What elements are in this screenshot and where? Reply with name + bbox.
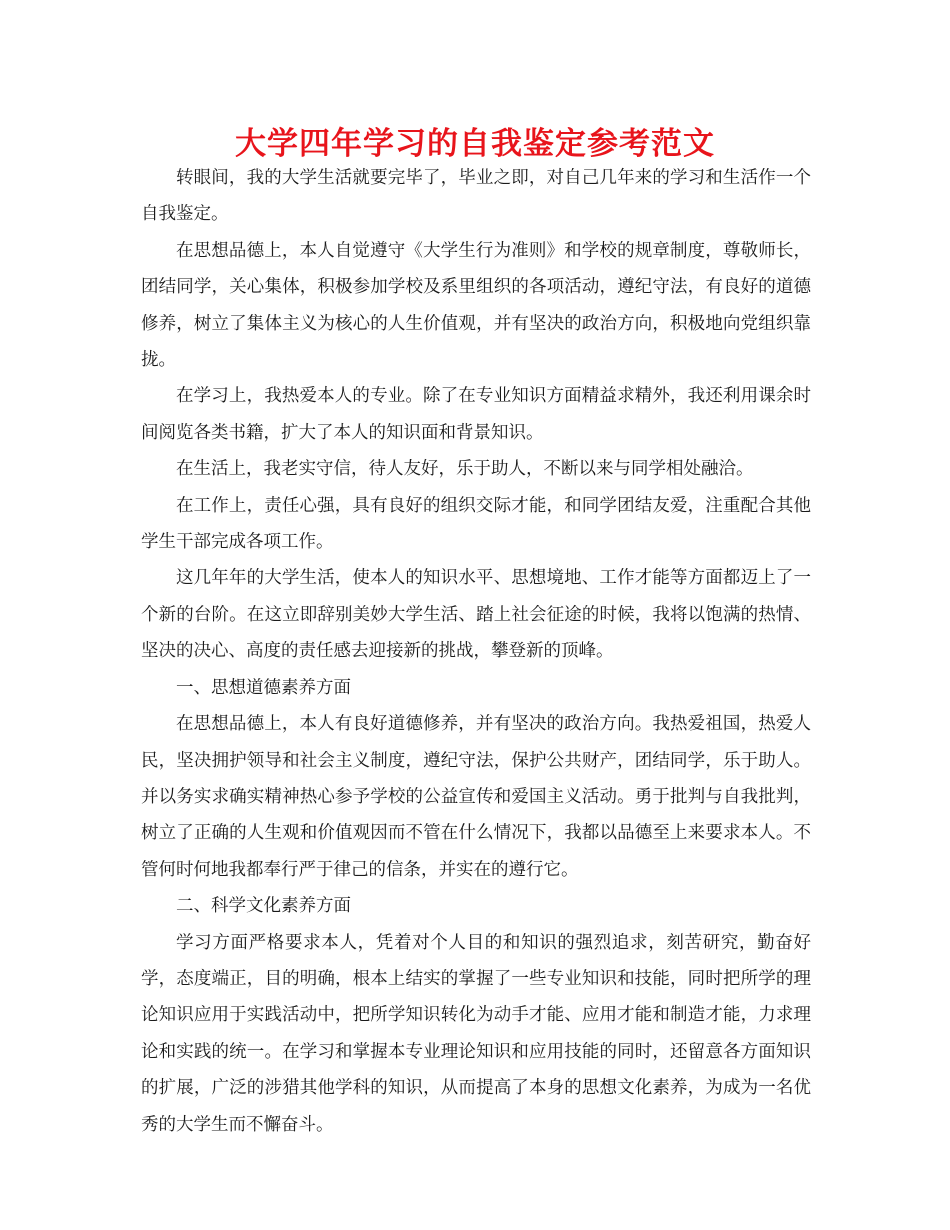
section-heading-morality: 一、思想道德素养方面	[176, 677, 351, 698]
paragraph-science-detail: 学习方面严格要求本人，凭着对个人目的和知识的强烈追求，刻苦研究，勤奋好学，态度端正，目的明确，根本上结实的掌握了一些专业知识和技能，同时把所学的理论知识应用于实践活动中，把所学知识转化为动手才能、应用才能和制造才能，力求理论和实践的统一。在学习和掌握本专业理论知识和应用技能的同时，还留意各方面知识的扩展，广泛的涉猎其他学科的知识，从而提高了本身的思想文化素养，为成为一名优秀的大学生而不懈奋斗。	[141, 932, 811, 1135]
paragraph-summary: 这几年年的大学生活，使本人的知识水平、思想境地、工作才能等方面都迈上了一个新的台阶。在这立即辞别美妙大学生活、踏上社会征途的时候，我将以饱满的热情、坚决的决心、高度的责任感去迎接新的挑战，攀登新的顶峰。	[141, 568, 811, 662]
paragraph-life: 在生活上，我老实守信，待人友好，乐于助人，不断以来与同学相处融洽。	[176, 459, 754, 480]
section-heading-science: 二、科学文化素养方面	[176, 896, 351, 917]
document-body	[141, 160, 811, 1143]
document-title: 大学四年学习的自我鉴定参考范文	[235, 126, 715, 162]
paragraph-study: 在学习上，我热爱本人的专业。除了在专业知识方面精益求精外，我还利用课余时间阅览各类书籍，扩大了本人的知识面和背景知识。	[141, 386, 811, 443]
paragraph-morality-detail: 在思想品德上，本人有良好道德修养，并有坚决的政治方向。我热爱祖国，热爱人民，坚决拥护领导和社会主义制度，遵纪守法，保护公共财产，团结同学，乐于助人。并以务实求确实精神热心参予学校的公益宣传和爱国主义活动。勇于批判与自我批判，树立了正确的人生观和价值观因而不管在什么情况下，我都以品德至上来要求本人。不管何时何地我都奉行严于律己的信条，并实在的遵行它。	[141, 714, 811, 880]
paragraph-intro: 转眼间，我的大学生活就要完毕了，毕业之即，对自己几年来的学习和生活作一个自我鉴定。	[141, 168, 811, 225]
paragraph-work: 在工作上，责任心强，具有良好的组织交际才能，和同学团结友爱，注重配合其他学生干部完成各项工作。	[141, 495, 811, 553]
paragraph-morality: 在思想品德上，本人自觉遵守《大学生行为准则》和学校的规章制度，尊敬师长，团结同学，关心集体，积极参加学校及系里组织的各项活动，遵纪守法，有良好的道德修养，树立了集体主义为核心的人生价值观，并有坚决的政治方向，积极地向党组织靠拢。	[141, 240, 811, 371]
